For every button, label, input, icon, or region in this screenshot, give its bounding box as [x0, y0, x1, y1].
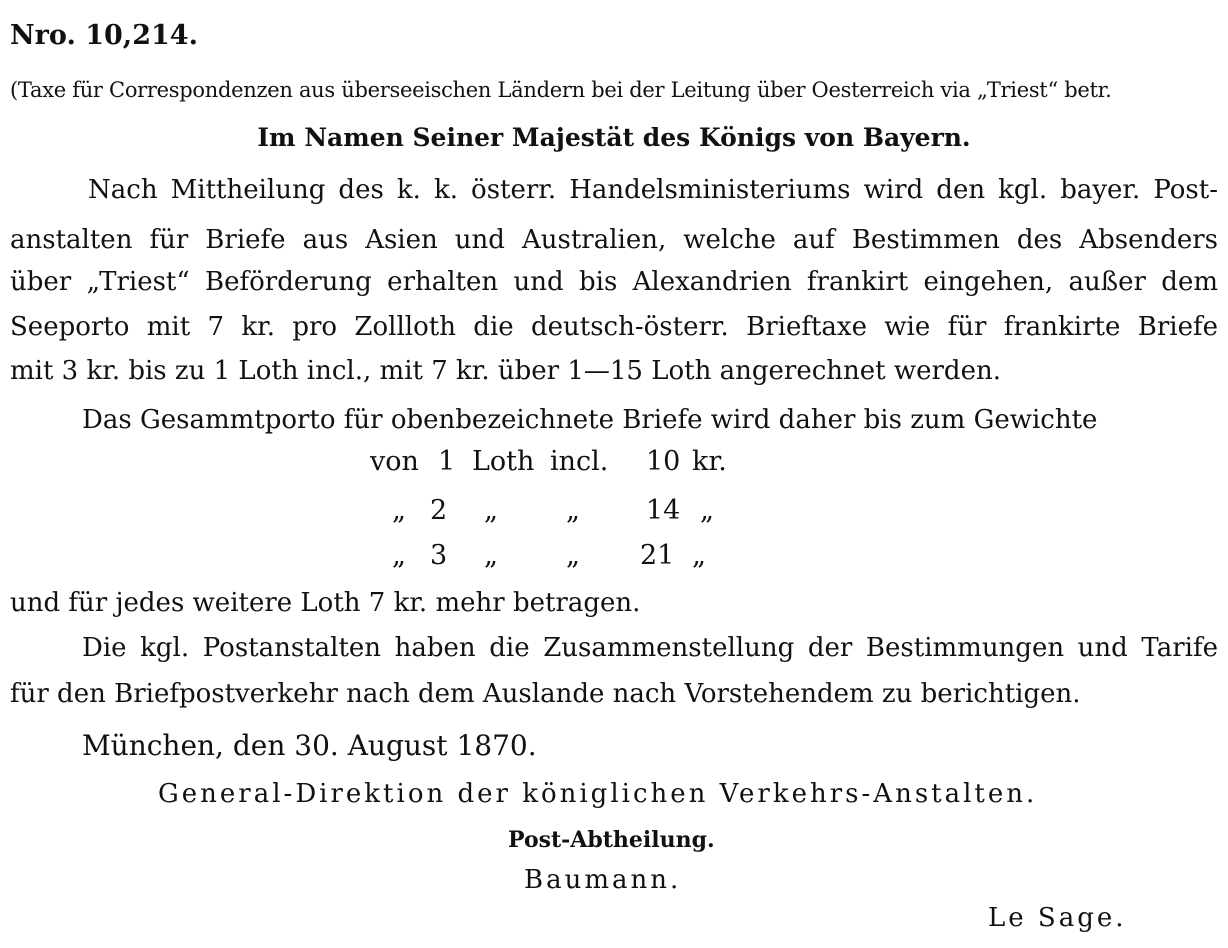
document-subject: (Taxe für Correspondenzen aus überseeischen Ländern bei der Leitung über Oesterreich via „Triest“ betr.: [10, 78, 1112, 102]
department-name: Post-Abtheilung.: [508, 827, 715, 853]
rate-incl: incl.: [550, 446, 609, 477]
royal-heading: Im Namen Seiner Majestät des Königs von Bayern.: [257, 123, 971, 152]
paragraph-1-line-4: Seeporto mit 7 kr. pro Zollloth die deutsch-österr. Brieftaxe wie für frankirte Briefe: [10, 312, 1218, 342]
paragraph-3-line-2: für den Briefpostverkehr nach dem Auslande nach Vorstehendem zu berichtigen.: [10, 679, 1081, 709]
paragraph-2-intro: Das Gesammtporto für obenbezeichnete Briefe wird daher bis zum Gewichte: [82, 405, 1098, 435]
place-and-date: München, den 30. August 1870.: [82, 729, 537, 762]
document-number: Nro. 10,214.: [10, 20, 198, 51]
rate-unit: „: [484, 540, 498, 571]
rate-currency: „: [700, 495, 714, 526]
signatory-name: Baumann.: [524, 865, 682, 895]
rate-unit: „: [484, 495, 498, 526]
rate-incl: „: [566, 540, 580, 571]
rate-amount: 14: [646, 495, 681, 526]
paragraph-1-line-2: anstalten für Briefe aus Asien und Australien, welche auf Bestimmen des Absenders: [10, 225, 1218, 255]
rate-unit: Loth: [472, 446, 535, 477]
rate-amount: 10: [646, 446, 681, 477]
rate-prefix: „: [392, 495, 406, 526]
rate-prefix: von: [370, 446, 419, 477]
rate-amount: 21: [640, 540, 675, 571]
rate-weight: 1: [438, 446, 456, 477]
rate-incl: „: [566, 495, 580, 526]
countersignatory-name: Le Sage.: [988, 903, 1127, 933]
rate-weight: 2: [430, 495, 448, 526]
paragraph-1-line-1: Nach Mittheilung des k. k. österr. Handelsministeriums wird den kgl. bayer. Post-: [88, 175, 1218, 205]
paragraph-1-line-5: mit 3 kr. bis zu 1 Loth incl., mit 7 kr. über 1—15 Loth angerechnet werden.: [10, 356, 1001, 386]
rate-currency: kr.: [692, 446, 727, 477]
rate-currency: „: [692, 540, 706, 571]
rate-weight: 3: [430, 540, 448, 571]
paragraph-3-line-1: Die kgl. Postanstalten haben die Zusammenstellung der Bestimmungen und Tarife: [82, 633, 1218, 663]
issuing-authority: General-Direktion der königlichen Verkehrs-Anstalten.: [158, 779, 1038, 809]
rate-prefix: „: [392, 540, 406, 571]
paragraph-1-line-3: über „Triest“ Beförderung erhalten und bis Alexandrien frankirt eingehen, außer dem: [10, 267, 1218, 297]
paragraph-2-end: und für jedes weitere Loth 7 kr. mehr betragen.: [10, 588, 641, 618]
